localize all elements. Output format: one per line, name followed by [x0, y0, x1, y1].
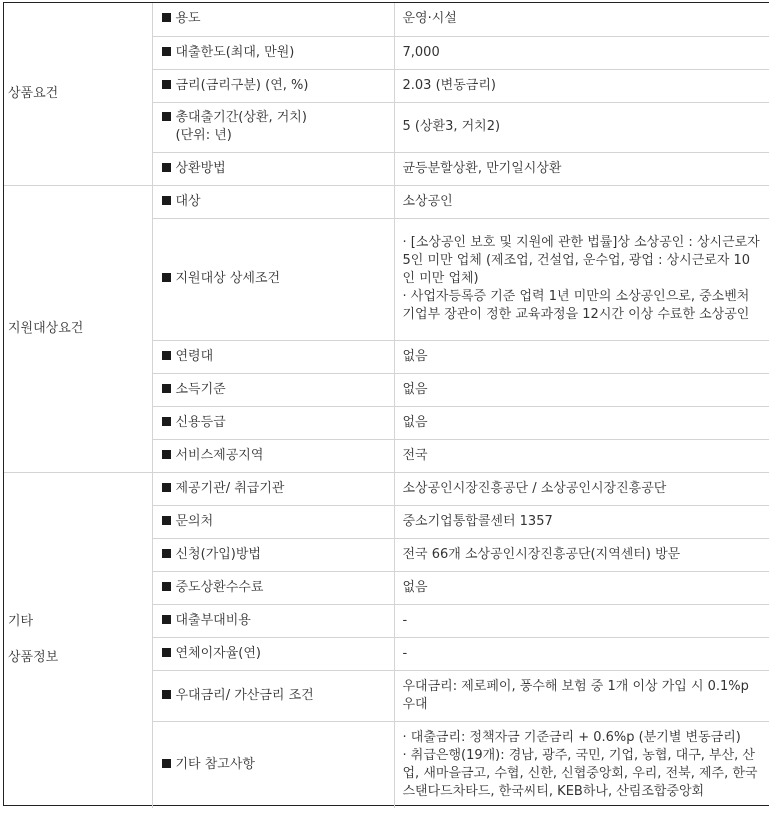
bullet-square-icon [162, 450, 171, 459]
loan-product-table [4, 3, 769, 808]
bullet-square-icon [162, 582, 171, 591]
value-cell: 우대금리: 제로페이, 풍수해 보험 중 1개 이상 가입 시 0.1%p 우대 [394, 670, 769, 721]
table-row [4, 185, 769, 218]
bullet-square-icon [162, 196, 171, 205]
bullet-square-icon [162, 690, 171, 699]
row-label: 기타 참고사항 [175, 756, 255, 772]
bullet-square-icon [162, 648, 171, 657]
row-label: 상환방법 [175, 160, 226, 176]
bullet-square-icon [162, 516, 171, 525]
label-cell [152, 69, 394, 102]
table-row [4, 472, 769, 505]
bullet-square-icon [162, 351, 171, 360]
row-label: 연체이자율(연) [175, 645, 261, 661]
bullet-square-icon [162, 47, 171, 56]
value-cell: - [394, 637, 769, 670]
row-label: 대상 [175, 193, 201, 209]
label-cell [152, 340, 394, 373]
category-label: 지원대상요건 [8, 320, 84, 336]
label-cell [152, 439, 394, 472]
value-cell: 소상공인 [394, 185, 769, 218]
value-cell: 5 (상환3, 거치2) [394, 102, 769, 152]
label-cell [152, 505, 394, 538]
row-label: 소득기준 [175, 381, 226, 397]
row-label: 신용등급 [175, 414, 226, 430]
category-label: 상품요건 [8, 85, 59, 101]
detail-line: · 취급은행(19개): 경남, 광주, 국민, 기업, 농협, 대구, 부산, 산업, 새마을금고, 수협, 신한, 신협중앙회, 우리, 전북, 제주, 한국스탠다드차타드, 한국씨티, KEB하나, 산림조합중앙회 [402, 747, 758, 799]
bullet-square-icon [162, 112, 171, 121]
detail-line: · 사업자등록증 기준 업력 1년 미만의 소상공인으로, 중소벤처기업부 장관이 정한 교육과정을 12시간 이상 수료한 소상공인 [402, 289, 750, 322]
value-cell: 소상공인시장진흥공단 / 소상공인시장진흥공단 [394, 472, 769, 505]
bullet-square-icon [162, 163, 171, 172]
bullet-square-icon [162, 273, 171, 282]
value-cell: 전국 [394, 439, 769, 472]
value-cell: 전국 66개 소상공인시장진흥공단(지역센터) 방문 [394, 538, 769, 571]
bullet-square-icon [162, 483, 171, 492]
category-cell [4, 3, 152, 185]
category-label: 기타 [8, 614, 34, 630]
value-cell: 없음 [394, 406, 769, 439]
row-label: 제공기관/ 취급기관 [175, 480, 285, 496]
detail-line: · 대출금리: 정책자금 기준금리 + 0.6%p (분기별 변동금리) [402, 729, 741, 745]
bullet-square-icon [162, 384, 171, 393]
label-cell [152, 218, 394, 340]
row-label: 대출한도(최대, 만원) [175, 44, 295, 60]
row-label: 우대금리/ 가산금리 조건 [175, 687, 314, 703]
row-label: 중도상환수수료 [175, 579, 264, 595]
value-cell [394, 218, 769, 340]
bullet-square-icon [162, 759, 171, 768]
detail-line: · [소상공인 보호 및 지원에 관한 법률]상 소상공인 : 상시근로자 5인 미만 업체 (제조업, 건설업, 운수업, 광업 : 상시근로자 10인 미만 업체) [402, 235, 760, 286]
label-cell [152, 3, 394, 36]
bullet-square-icon [162, 13, 171, 22]
value-cell: 없음 [394, 571, 769, 604]
value-cell [394, 721, 769, 808]
category-cell [4, 472, 152, 808]
label-cell [152, 604, 394, 637]
label-cell [152, 36, 394, 69]
value-cell: 없음 [394, 373, 769, 406]
value-cell: 운영·시설 [394, 3, 769, 36]
row-label: 서비스제공지역 [175, 447, 264, 463]
label-cell [152, 670, 394, 721]
value-cell: 7,000 [394, 36, 769, 69]
value-cell: 중소기업통합콜센터 1357 [394, 505, 769, 538]
label-cell [152, 472, 394, 505]
row-label: 금리(금리구분) (연, %) [175, 77, 309, 93]
value-cell: 없음 [394, 340, 769, 373]
bullet-square-icon [162, 80, 171, 89]
row-label: 신청(가입)방법 [175, 546, 261, 562]
bullet-square-icon [162, 417, 171, 426]
row-label-unit: (단위: 년) [175, 128, 232, 143]
loan-product-table-frame [3, 2, 769, 806]
table-row [4, 3, 769, 36]
label-cell [152, 571, 394, 604]
label-cell [152, 185, 394, 218]
label-cell [152, 637, 394, 670]
value-cell: - [394, 604, 769, 637]
category-cell [4, 185, 152, 472]
row-label: 지원대상 상세조건 [175, 271, 281, 286]
bullet-square-icon [162, 549, 171, 558]
category-label: 상품정보 [8, 650, 59, 666]
row-label: 용도 [175, 11, 201, 27]
label-cell [152, 721, 394, 808]
value-cell: 균등분할상환, 만기일시상환 [394, 152, 769, 185]
row-label: 총대출기간(상환, 거치) [175, 110, 307, 125]
label-cell [152, 102, 394, 152]
label-cell [152, 152, 394, 185]
row-label: 문의처 [175, 513, 214, 529]
row-label: 연령대 [175, 348, 214, 364]
bullet-square-icon [162, 615, 171, 624]
value-cell: 2.03 (변동금리) [394, 69, 769, 102]
row-label: 대출부대비용 [175, 612, 251, 628]
label-cell [152, 406, 394, 439]
label-cell [152, 373, 394, 406]
label-cell [152, 538, 394, 571]
